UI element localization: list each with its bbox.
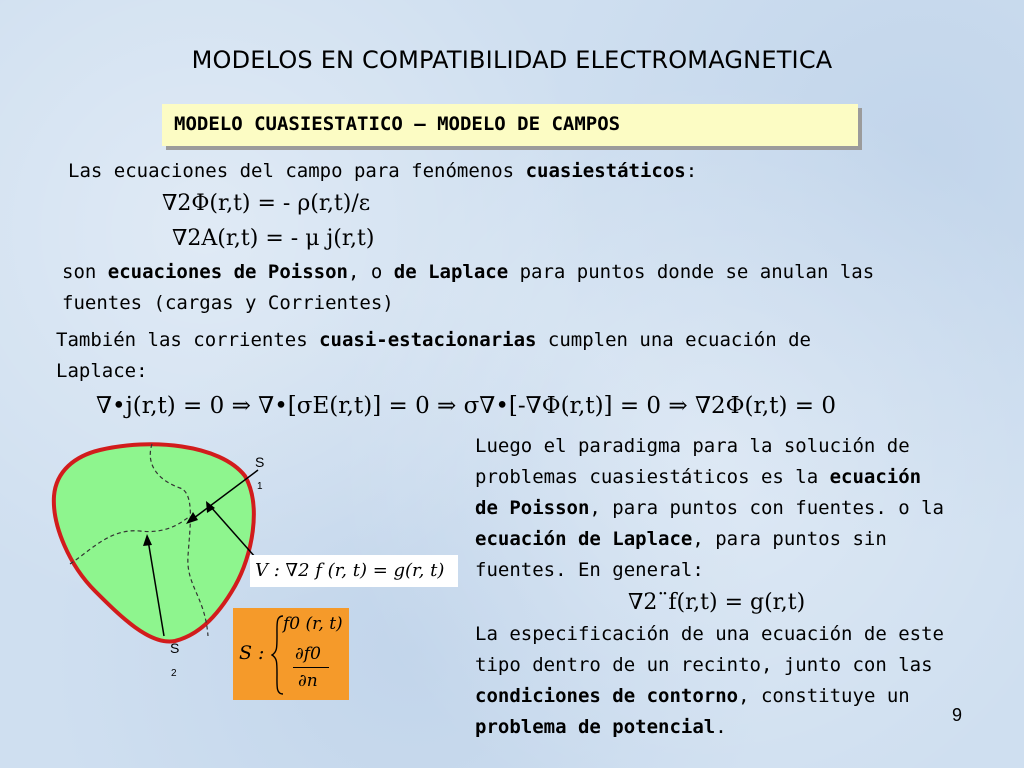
equation-a: ∇2A(r,t) = - μ j(r,t) xyxy=(172,226,375,251)
s-formula-df0: ∂f0 xyxy=(295,644,321,664)
intro-line: Las ecuaciones del campo para fenómenos cuasiestáticos: xyxy=(68,160,698,182)
laplace-paragraph: También las corrientes cuasi-estacionarias cumplen una ecuación de Laplace: xyxy=(56,329,811,382)
general-equation: ∇2¨f(r,t) = g(r,t) xyxy=(628,590,806,615)
s1-letter: S xyxy=(255,454,265,470)
s-formula-box xyxy=(233,608,349,700)
s2-letter: S xyxy=(170,640,180,656)
chain-equation: ∇•j(r,t) = 0 ⇒ ∇•[σE(r,t)] = 0 ⇒ σ∇•[-∇Φ(r,t)] = 0 ⇒ ∇2Φ(r,t) = 0 xyxy=(96,393,836,419)
s-formula-f0: f0 (r, t) xyxy=(283,614,343,634)
v-formula-text: V : ∇2 f (r, t) = g(r, t) xyxy=(255,560,445,581)
v-formula-box xyxy=(250,555,458,587)
right-paragraph-2: La especificación de una ecuación de este tipo dentro de un recinto, junto con las condiciones de contorno, constituye un problema de potencial. xyxy=(475,623,944,738)
right-paragraph: Luego el paradigma para la solución de problemas cuasiestáticos es la ecuación de Poisson, para puntos con fuentes. o la ecuación de Laplace, para puntos sin fuentes. En general: xyxy=(475,435,944,581)
slide-title: MODELOS EN COMPATIBILIDAD ELECTROMAGNETICA xyxy=(191,46,833,74)
fraction-bar xyxy=(293,667,329,668)
subtitle-box xyxy=(162,104,858,146)
s2-index: 2 xyxy=(171,668,177,679)
region-shape xyxy=(54,444,254,641)
s1-index: 1 xyxy=(257,481,263,492)
poisson-paragraph: son ecuaciones de Poisson, o de Laplace para puntos donde se anulan las fuentes (cargas y Corrientes) xyxy=(62,261,875,314)
s-formula-label: S : xyxy=(239,642,265,664)
subtitle-text: MODELO CUASIESTATICO – MODELO DE CAMPOS xyxy=(174,113,621,135)
page-number: 9 xyxy=(951,705,962,725)
equation-phi: ∇2Φ(r,t) = - ρ(r,t)/ε xyxy=(162,191,371,216)
s-formula-dn: ∂n xyxy=(298,671,318,691)
